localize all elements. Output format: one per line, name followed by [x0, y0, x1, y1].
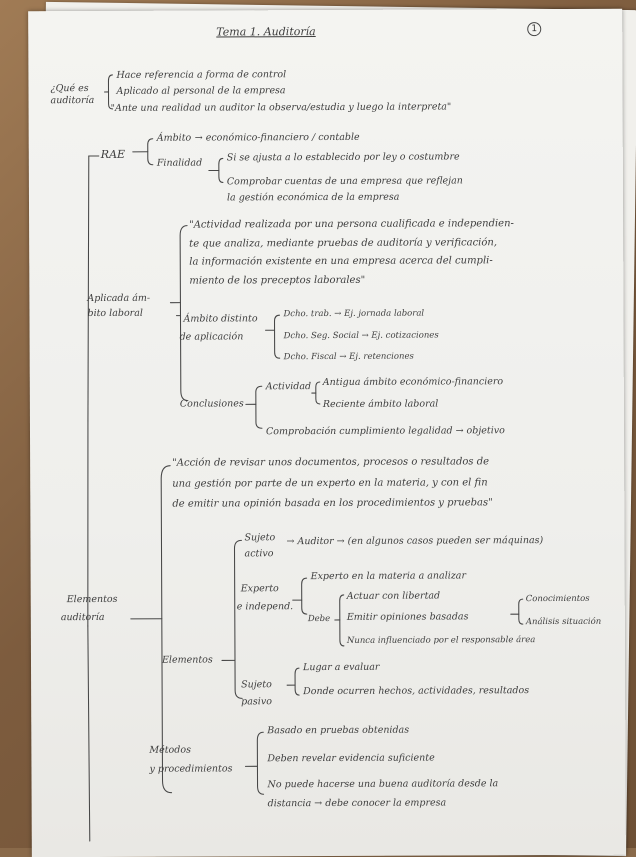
que-es-label: ¿Qué es: [50, 84, 88, 94]
debe-label: Debe: [308, 615, 330, 624]
elementos-label-2: auditoría: [61, 613, 105, 623]
sujeto-pasivo-item: Lugar a evaluar: [303, 663, 379, 673]
que-es-item: "Ante una realidad un auditor la observa/estudia y luego la interpreta": [111, 102, 452, 113]
experto-item: Experto en la materia a analizar: [311, 571, 466, 581]
metodos-item: Deben revelar evidencia suficiente: [267, 754, 434, 764]
metodos-label-2: y procedimientos: [149, 764, 232, 774]
page-title: Tema 1. Auditoría: [216, 26, 315, 37]
experto-label: Experto: [241, 584, 279, 594]
sujeto-activo-label: Sujeto: [244, 533, 275, 543]
sujeto-activo-label-2: activo: [245, 549, 274, 559]
que-es-item: Hace referencia a forma de control: [116, 70, 286, 80]
que-es-item: Aplicado al personal de la empresa: [116, 86, 285, 96]
debe-item: Nunca influenciado por el responsable área: [347, 636, 535, 645]
rae-finalidad-item: Si se ajusta a lo establecido por ley o costumbre: [227, 152, 460, 163]
conclusiones-label: Conclusiones: [180, 399, 244, 409]
laboral-definition-line: te que analiza, mediante pruebas de auditoría y verificación,: [189, 238, 497, 249]
actividad-label: Actividad: [266, 382, 311, 392]
page-number-circle: 1: [527, 22, 541, 36]
debe-item: Actuar con libertad: [347, 592, 440, 602]
elementos-definition-line: una gestión por parte de un experto en la materia, y con el fin: [172, 478, 487, 489]
metodos-item: No puede hacerse una buena auditoría desde la: [268, 779, 499, 790]
basadas-item: Análisis situación: [526, 618, 601, 627]
actividad-item: Reciente ámbito laboral: [323, 400, 438, 410]
actividad-item: Antigua ámbito económico-financiero: [323, 377, 503, 387]
rae-ambito-label: Ámbito: [157, 134, 192, 144]
metodos-item: distancia → debe conocer la empresa: [268, 798, 447, 808]
rae-ambito-value: → económico-financiero / contable: [195, 133, 360, 143]
sujeto-pasivo-label: Sujeto: [241, 680, 272, 690]
debe-item: Emitir opiniones basadas: [347, 612, 469, 622]
metodos-label: Métodos: [149, 746, 191, 756]
que-es-label-2: auditoría: [51, 96, 95, 106]
rae-finalidad-label: Finalidad: [157, 159, 202, 169]
ambito-distinto-label: Ámbito distinto: [183, 314, 257, 324]
notebook-page: [28, 9, 626, 857]
elementos-sub-label: Elementos: [162, 656, 213, 666]
sujeto-pasivo-item: Donde ocurren hechos, actividades, resultados: [303, 686, 529, 696]
basadas-item: Conocimientos: [526, 595, 590, 604]
elementos-definition-line: "Acción de revisar unos documentos, procesos o resultados de: [172, 457, 489, 468]
laboral-definition-line: la información existente en una empresa acerca del cumpli-: [189, 256, 493, 267]
laboral-label: Aplicada ám-: [87, 294, 150, 304]
ambito-item: Dcho. Seg. Social → Ej. cotizaciones: [284, 332, 439, 341]
experto-label-2: e independ.: [237, 602, 293, 612]
comprobacion-line: Comprobación cumplimiento legalidad → objetivo: [266, 426, 505, 437]
rae-finalidad-item: la gestión económica de la empresa: [227, 193, 399, 203]
sujeto-pasivo-label-2: pasivo: [241, 697, 272, 707]
rae-finalidad-item: Comprobar cuentas de una empresa que reflejan: [227, 176, 463, 187]
laboral-definition-line: "Actividad realizada por una persona cualificada e independien-: [189, 219, 514, 230]
elementos-label: Elementos: [67, 595, 118, 605]
rae-label: RAE: [101, 149, 125, 160]
ambito-distinto-label-2: de aplicación: [180, 332, 244, 342]
ambito-item: Dcho. trab. → Ej. jornada laboral: [283, 310, 424, 319]
metodos-item: Basado en pruebas obtenidas: [267, 726, 409, 736]
ambito-item: Dcho. Fiscal → Ej. retenciones: [284, 353, 414, 362]
laboral-label-2: bito laboral: [87, 309, 142, 319]
sujeto-activo-value: → Auditor → (en algunos casos pueden ser máquinas): [286, 536, 543, 547]
elementos-definition-line: de emitir una opinión basada en los procedimientos y pruebas": [172, 498, 492, 509]
laboral-definition-line: miento de los preceptos laborales": [189, 276, 365, 287]
